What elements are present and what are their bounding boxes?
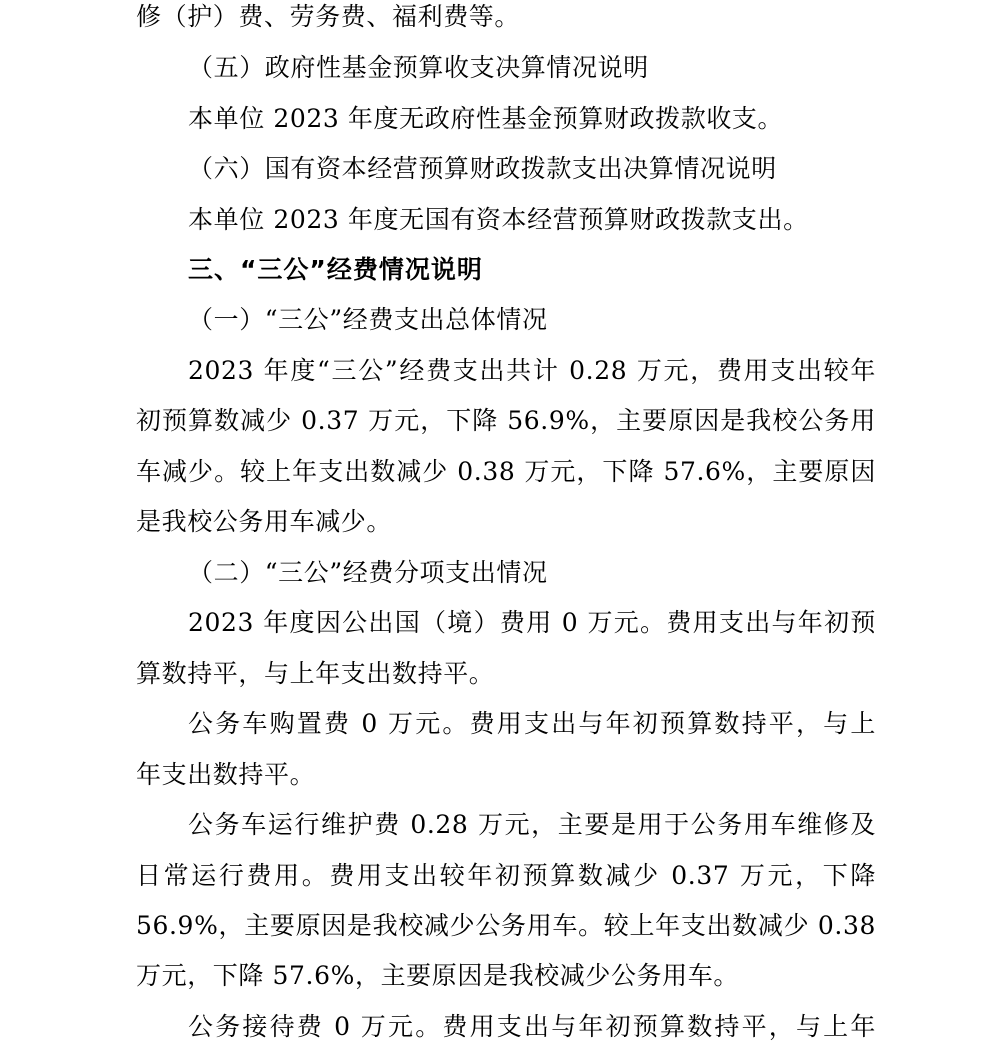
- paragraph-line: 2023 年度因公出国（境）费用 0 万元。费用支出与年初预: [188, 608, 876, 637]
- paragraph-line: 公务车运行维护费 0.28 万元，主要是用于公务用车维修及: [188, 810, 876, 839]
- text-line: 修（护）费、劳务费、福利费等。: [136, 2, 521, 31]
- paragraph-line: 万元，下降 57.6%，主要原因是我校减少公务用车。: [136, 961, 739, 990]
- section-heading-1: （一）“三公”经费支出总体情况: [188, 305, 548, 334]
- text-line: 本单位 2023 年度无政府性基金预算财政拨款收支。: [188, 104, 784, 133]
- paragraph-line: 2023 年度“三公”经费支出共计 0.28 万元，费用支出较年: [188, 356, 876, 385]
- paragraph-line: 公务车购置费 0 万元。费用支出与年初预算数持平，与上: [188, 709, 876, 738]
- text-line: 本单位 2023 年度无国有资本经营预算财政拨款支出。: [188, 205, 809, 234]
- paragraph-line: 年支出数持平。: [136, 760, 316, 789]
- section-heading-2: （二）“三公”经费分项支出情况: [188, 558, 548, 587]
- paragraph-line: 是我校公务用车减少。: [136, 507, 393, 536]
- paragraph-line: 日常运行费用。费用支出较年初预算数减少 0.37 万元，下降: [136, 861, 876, 890]
- paragraph-line: 算数持平，与上年支出数持平。: [136, 659, 495, 688]
- paragraph-line: 初预算数减少 0.37 万元，下降 56.9%，主要原因是我校公务用: [136, 406, 876, 435]
- paragraph-line: 公务接待费 0 万元。费用支出与年初预算数持平，与上年: [188, 1012, 876, 1041]
- chapter-heading: 三、“三公”经费情况说明: [188, 255, 483, 284]
- paragraph-line: 车减少。较上年支出数减少 0.38 万元，下降 57.6%，主要原因: [136, 457, 876, 486]
- section-heading-5: （五）政府性基金预算收支决算情况说明: [188, 53, 649, 82]
- section-heading-6: （六）国有资本经营预算财政拨款支出决算情况说明: [188, 154, 777, 183]
- paragraph-line: 56.9%，主要原因是我校减少公务用车。较上年支出数减少 0.38: [136, 911, 876, 940]
